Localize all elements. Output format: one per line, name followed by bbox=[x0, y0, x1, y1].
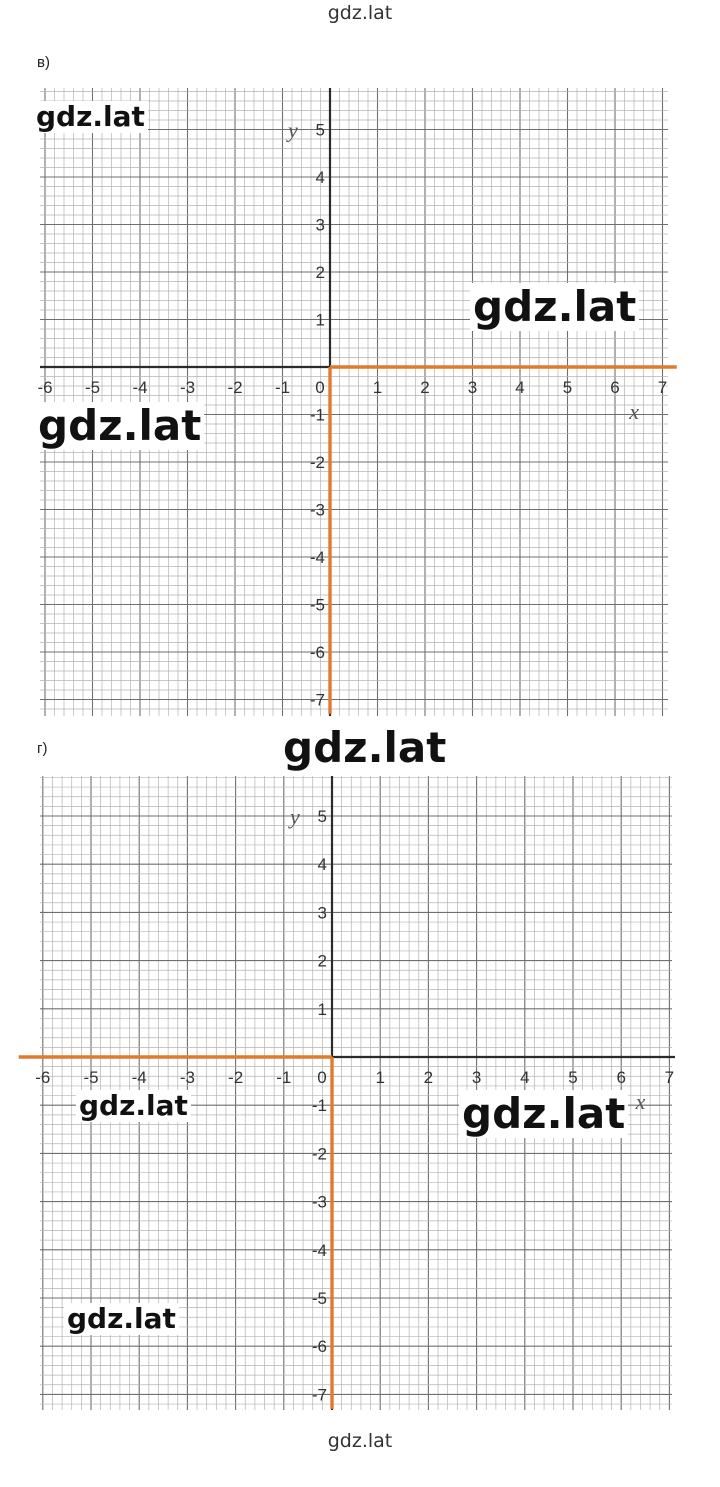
x-axis-name: x bbox=[635, 1089, 646, 1114]
x-tick-label: 5 bbox=[562, 378, 573, 397]
x-tick-label: 0 bbox=[315, 378, 325, 397]
y-tick-label: -3 bbox=[311, 1192, 327, 1212]
y-tick-label: -4 bbox=[309, 548, 325, 567]
y-axis-name: y bbox=[290, 804, 300, 829]
y-tick-label: -2 bbox=[311, 1144, 327, 1164]
x-tick-label: 7 bbox=[664, 1068, 675, 1087]
y-tick-label: 4 bbox=[315, 168, 325, 187]
watermark: gdz.lat bbox=[459, 1090, 628, 1138]
y-tick-label: -4 bbox=[311, 1240, 327, 1260]
y-tick-label: 2 bbox=[317, 951, 327, 971]
y-tick-label: 3 bbox=[317, 903, 327, 923]
x-tick-label: 2 bbox=[420, 378, 430, 397]
y-tick-label: -2 bbox=[309, 453, 325, 472]
x-tick-label: 3 bbox=[471, 1068, 482, 1087]
y-tick-label: -6 bbox=[311, 1337, 327, 1357]
x-tick-label: -5 bbox=[84, 378, 101, 397]
x-tick-label: -2 bbox=[228, 1068, 244, 1087]
panel-label-v: в) bbox=[37, 54, 50, 71]
x-tick-label: -4 bbox=[131, 1068, 147, 1087]
y-tick-label: -7 bbox=[311, 1385, 327, 1405]
x-tick-label: -1 bbox=[276, 1068, 292, 1087]
x-tick-label: -4 bbox=[132, 378, 148, 397]
y-tick-label: 1 bbox=[317, 999, 327, 1019]
x-tick-label: 3 bbox=[467, 378, 478, 397]
x-tick-label: 1 bbox=[375, 1068, 385, 1087]
y-tick-label: 2 bbox=[315, 263, 325, 282]
x-tick-label: 4 bbox=[520, 1068, 530, 1087]
y-tick-label: -7 bbox=[309, 690, 325, 710]
y-tick-label: -5 bbox=[309, 595, 325, 615]
watermark: gdz.lat bbox=[76, 1090, 191, 1122]
watermark: gdz.lat bbox=[64, 1303, 179, 1335]
y-tick-label: -5 bbox=[311, 1289, 327, 1308]
watermark: gdz.lat bbox=[33, 101, 148, 133]
footer-watermark: gdz.lat bbox=[327, 1430, 393, 1452]
header-watermark: gdz.lat bbox=[327, 2, 393, 24]
x-tick-label: 2 bbox=[423, 1068, 434, 1087]
y-tick-label: 4 bbox=[317, 855, 327, 875]
x-tick-label: 4 bbox=[515, 378, 525, 397]
x-tick-label: -5 bbox=[83, 1068, 99, 1087]
x-tick-label: 6 bbox=[616, 1068, 626, 1087]
y-tick-label: -1 bbox=[309, 405, 325, 425]
x-tick-label: -1 bbox=[274, 378, 291, 397]
x-tick-label: 1 bbox=[372, 378, 383, 397]
x-tick-label: -2 bbox=[227, 378, 243, 397]
y-tick-label: -3 bbox=[309, 500, 325, 520]
x-tick-label: -6 bbox=[37, 378, 53, 397]
panel-label-g: г) bbox=[37, 740, 48, 757]
x-tick-label: -6 bbox=[35, 1068, 51, 1087]
y-axis-name: y bbox=[288, 117, 298, 143]
y-tick-label: 3 bbox=[315, 215, 325, 235]
watermark: gdz.lat bbox=[470, 283, 639, 331]
x-tick-label: -3 bbox=[179, 378, 196, 397]
x-tick-label: 6 bbox=[610, 378, 620, 397]
watermark: gdz.lat bbox=[280, 724, 449, 772]
y-tick-label: 1 bbox=[315, 310, 325, 330]
y-tick-label: 5 bbox=[317, 807, 327, 826]
x-axis-name: x bbox=[629, 399, 640, 424]
watermark: gdz.lat bbox=[35, 402, 204, 450]
y-tick-label: 5 bbox=[315, 120, 325, 140]
y-tick-label: -6 bbox=[309, 643, 325, 662]
y-tick-label: -1 bbox=[311, 1096, 327, 1116]
x-tick-label: 5 bbox=[568, 1068, 578, 1087]
x-tick-label: 7 bbox=[657, 378, 668, 397]
x-tick-label: -3 bbox=[179, 1068, 195, 1087]
x-tick-label: 0 bbox=[317, 1068, 327, 1087]
